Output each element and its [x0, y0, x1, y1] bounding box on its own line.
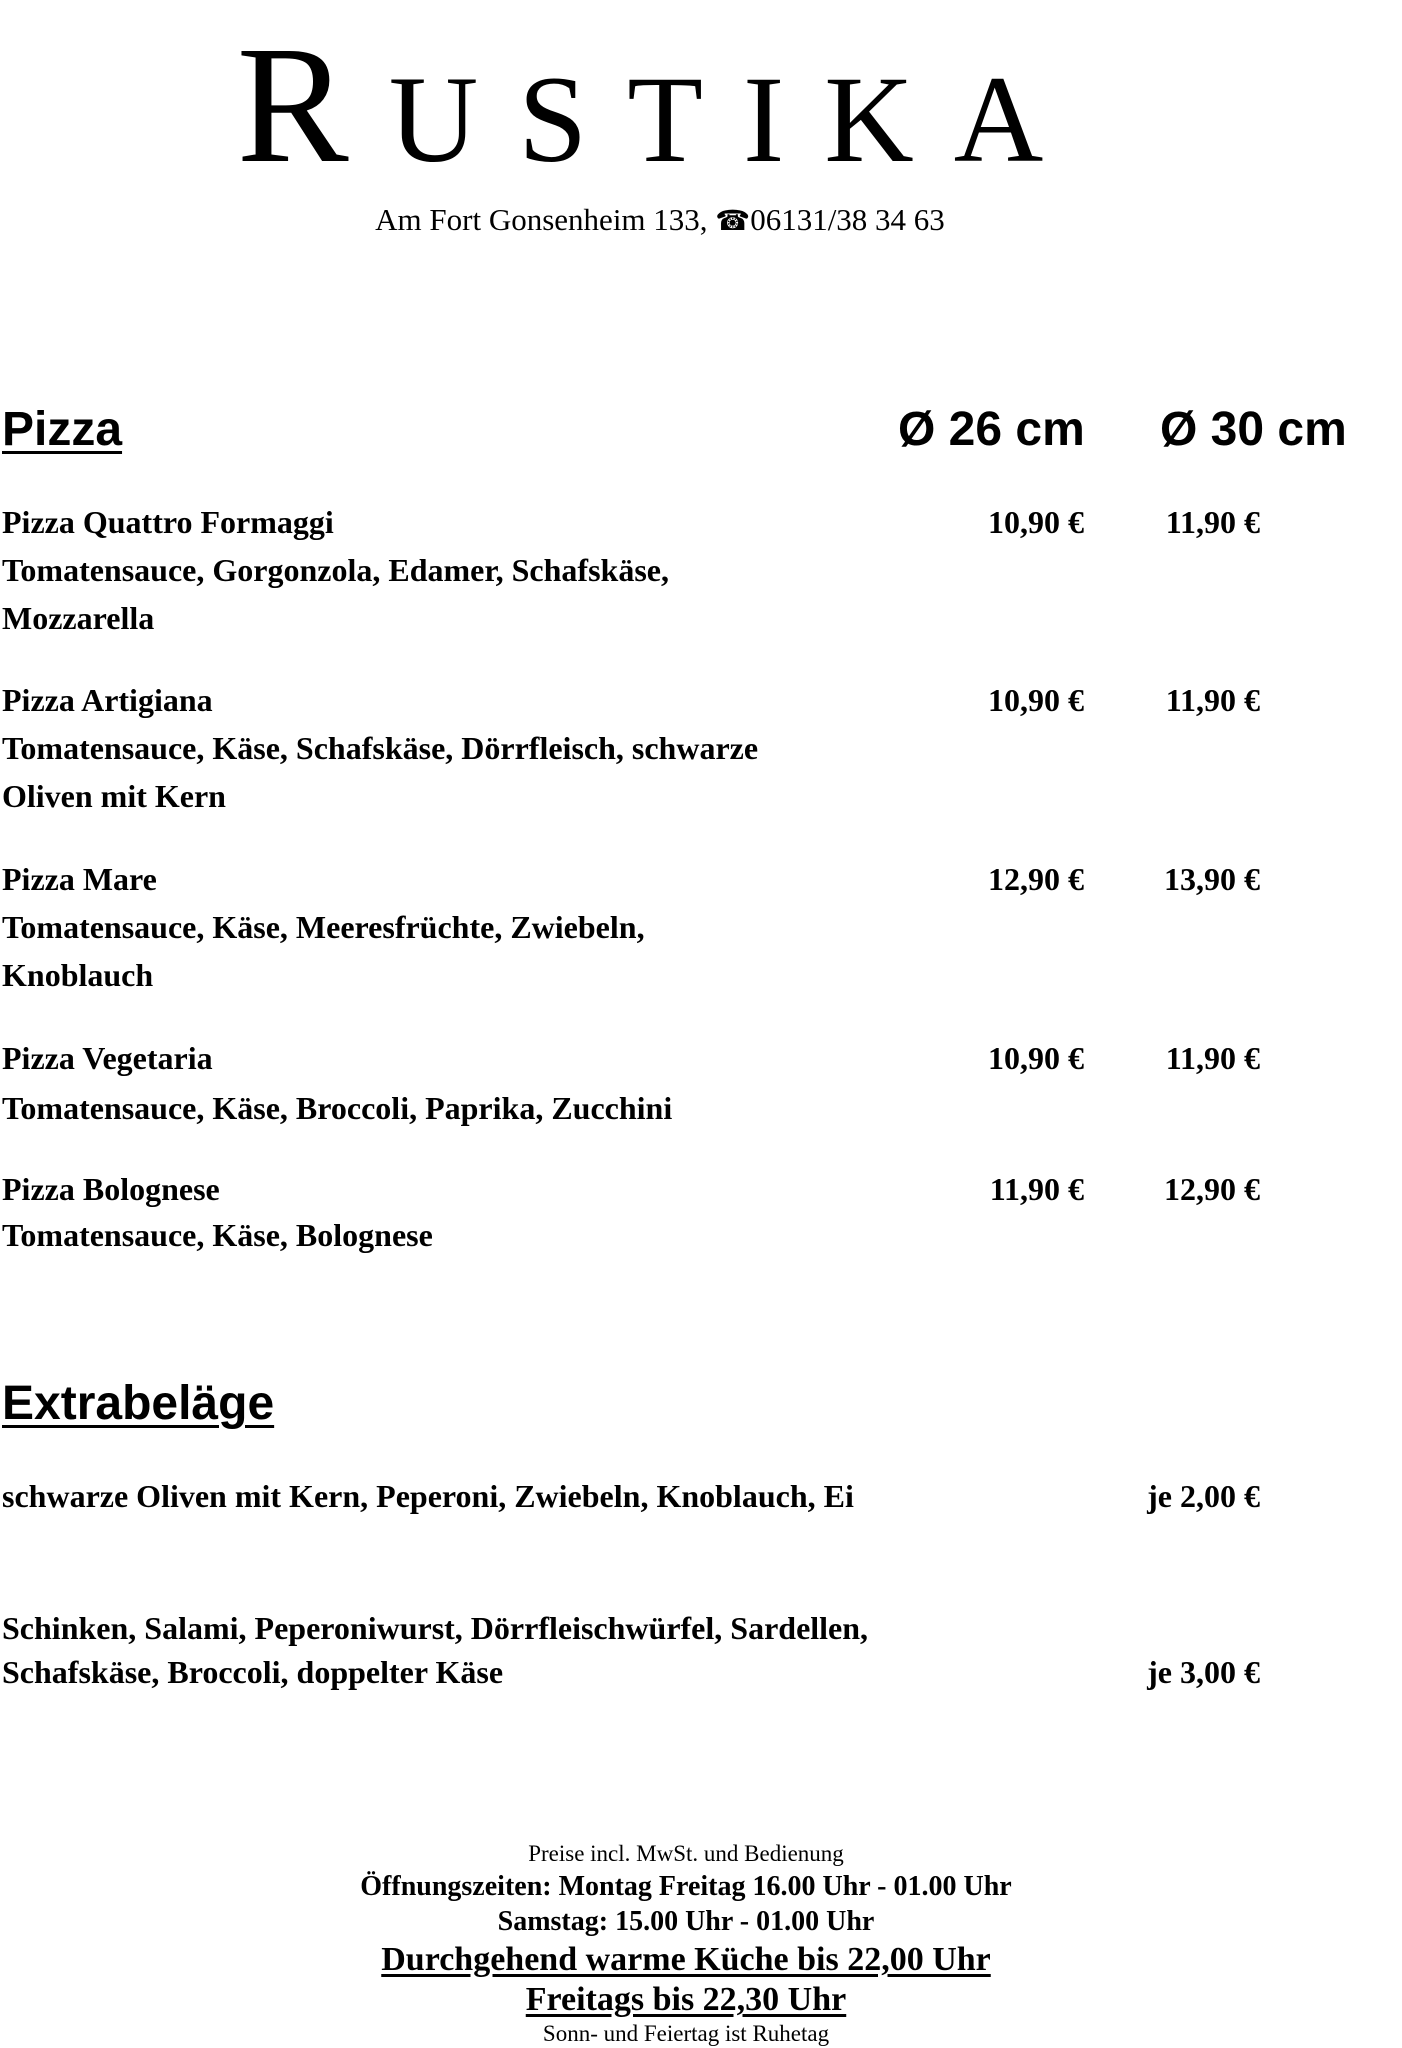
- price-small: 10,90 €: [988, 682, 1084, 718]
- price-small: 10,90 €: [988, 504, 1084, 540]
- size-large-heading: Ø 30 cm: [1160, 403, 1347, 456]
- brand-rest: USTIKA: [388, 51, 1084, 188]
- extras-group-1-price: je 2,00 €: [1147, 1478, 1260, 1514]
- pizza-name: Pizza Bolognese: [2, 1171, 220, 1207]
- pizza-name: Pizza Mare: [2, 861, 157, 897]
- extras-group-1-text: schwarze Oliven mit Kern, Peperoni, Zwiebeln, Knoblauch, Ei: [2, 1478, 854, 1514]
- price-large: 11,90 €: [1165, 682, 1260, 718]
- kitchen-hours-friday: Freitags bis 22,30 Uhr: [525, 1981, 847, 2018]
- pizza-description: Tomatensauce, Käse, Bolognese: [2, 1217, 433, 1253]
- address-line: [0, 200, 1320, 242]
- pizza-description: Tomatensauce, Gorgonzola, Edamer, Schafskäse,: [2, 552, 669, 588]
- restaurant-name: [0, 12, 1320, 198]
- phone-number: 06131/38 34 63: [750, 202, 945, 237]
- price-large: 12,90 €: [1164, 1171, 1260, 1207]
- opening-hours-weekdays: Öffnungszeiten: Montag Freitag 16.00 Uhr - 01.00 Uhr: [360, 1871, 1012, 1902]
- pizza-name: Pizza Artigiana: [2, 682, 213, 718]
- pizza-description: Knoblauch: [2, 957, 154, 993]
- pizza-description: Tomatensauce, Käse, Meeresfrüchte, Zwiebeln,: [2, 909, 645, 945]
- prices-note: Preise incl. MwSt. und Bedienung: [528, 1841, 844, 1866]
- brand-initial: R: [236, 12, 389, 198]
- extras-section-title: Extrabeläge: [2, 1377, 275, 1430]
- pizza-name: Pizza Quattro Formaggi: [2, 504, 334, 540]
- price-small: 10,90 €: [988, 1040, 1084, 1076]
- pizza-name: Pizza Vegetaria: [2, 1040, 213, 1076]
- pizza-description: Mozzarella: [2, 600, 155, 636]
- pizza-description: Tomatensauce, Käse, Schafskäse, Dörrfleisch, schwarze: [2, 730, 759, 766]
- extras-group-2-line-2: Schafskäse, Broccoli, doppelter Käse: [2, 1654, 504, 1690]
- pizza-section-title: Pizza: [2, 403, 123, 456]
- price-large: 11,90 €: [1165, 1040, 1260, 1076]
- price-large: 13,90 €: [1164, 861, 1260, 897]
- price-small: 12,90 €: [988, 861, 1084, 897]
- extras-group-2-price: je 3,00 €: [1147, 1654, 1260, 1690]
- pizza-description: Tomatensauce, Käse, Broccoli, Paprika, Zucchini: [2, 1090, 673, 1126]
- price-large: 11,90 €: [1165, 504, 1260, 540]
- kitchen-hours: Durchgehend warme Küche bis 22,00 Uhr: [381, 1941, 991, 1978]
- address-text: Am Fort Gonsenheim 133,: [375, 202, 708, 237]
- extras-group-2-line-1: Schinken, Salami, Peperoniwurst, Dörrfleischwürfel, Sardellen,: [2, 1610, 869, 1646]
- phone-icon: ☎: [715, 206, 751, 237]
- size-small-heading: Ø 26 cm: [898, 403, 1085, 456]
- rest-day-note: Sonn- und Feiertag ist Ruhetag: [542, 2021, 830, 2046]
- opening-hours-saturday: Samstag: 15.00 Uhr - 01.00 Uhr: [497, 1906, 875, 1937]
- price-small: 11,90 €: [989, 1171, 1084, 1207]
- pizza-description: Oliven mit Kern: [2, 778, 226, 814]
